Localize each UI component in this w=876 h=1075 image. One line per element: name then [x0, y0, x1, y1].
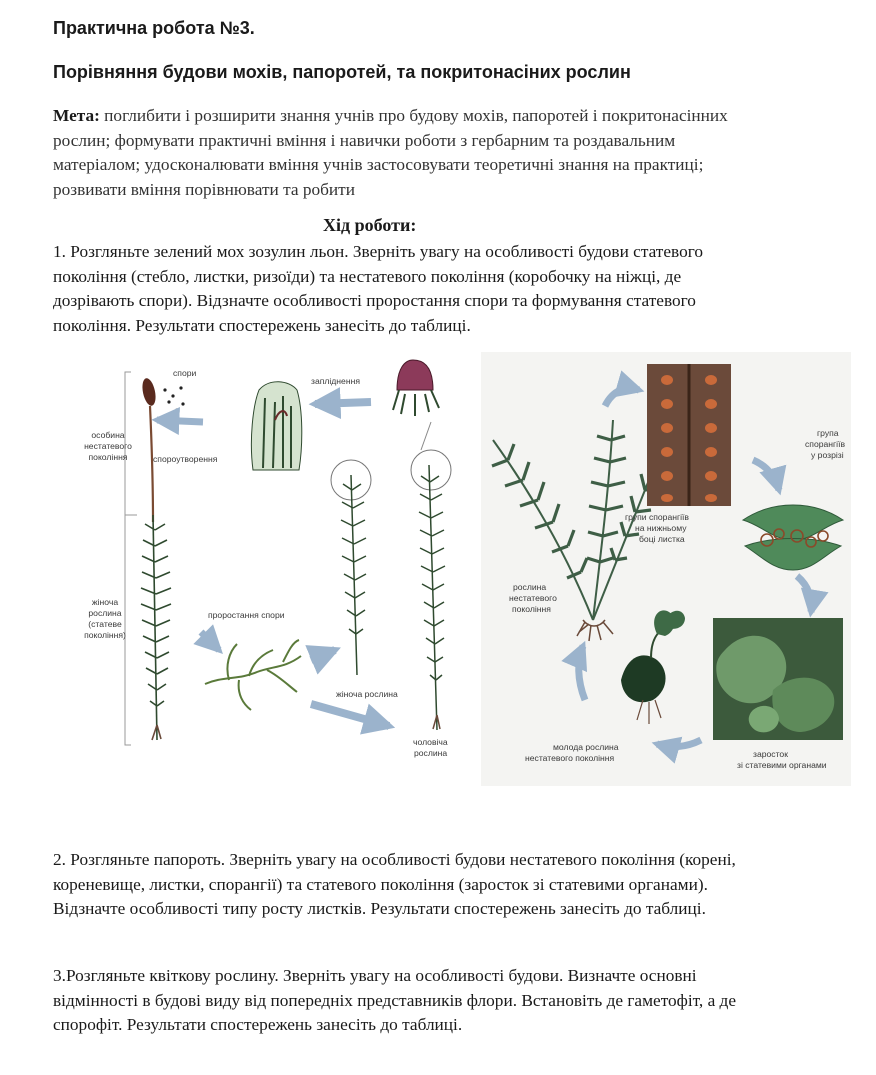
step-1-line: дозрівають спори). Відзначте особливості проростання спори та формування статевого [53, 291, 696, 310]
female-plant-sexual-label: жіноча [91, 597, 119, 607]
svg-text:нестатевого: нестатевого [84, 441, 132, 451]
svg-text:покоління: покоління [512, 604, 551, 614]
svg-text:рослина: рослина [88, 608, 122, 618]
step-3-line: відмінності в будові виду від попередніх представників флори. Встановіть де гаметофіт, а де [53, 990, 737, 1010]
goal-line: рослин; формувати практичні вміння і навички роботи з гербарним та роздавальним [53, 130, 676, 150]
prothallus-label: заросток [753, 749, 788, 759]
svg-text:покоління): покоління) [84, 630, 126, 640]
generation-bracket [125, 372, 131, 745]
moss-male-plant [411, 450, 451, 730]
svg-text:на нижньому: на нижньому [635, 523, 687, 533]
leaf-underside-sori [647, 364, 731, 506]
step-1-line: покоління (стебло, листки, ризоїди) та нестатевого покоління (коробочку на ніжці, де [53, 266, 682, 286]
sporangia-underside-label: групи спорангіїв [625, 512, 689, 522]
spore-germination-label: проростання спори [208, 610, 285, 620]
arrow [315, 402, 371, 404]
page-title: Практична робота №3. [53, 18, 255, 38]
asexual-gen-label: особина [91, 430, 125, 440]
spores-dots [163, 386, 184, 411]
fertilization-closeup [251, 382, 301, 470]
svg-text:у розрізі: у розрізі [811, 450, 844, 460]
protonema [205, 640, 301, 710]
step-3-line: спорофіт. Результати спостережень занесіть до таблиці. [53, 1015, 463, 1034]
arrow [311, 650, 335, 660]
moss-sporophyte [140, 377, 158, 522]
svg-text:(статеве: (статеве [88, 619, 122, 629]
step-1-line: 1. Розгляньте зелений мох зозулин льон. Зверніть увагу на особливості будови статевого [53, 242, 704, 261]
fern-life-cycle [481, 352, 851, 786]
arrow [157, 420, 203, 422]
goal-paragraph [53, 104, 853, 202]
life-cycle-figure [53, 350, 853, 790]
step-3-paragraph [53, 964, 865, 1038]
step-1-paragraph [53, 240, 853, 338]
asexual-plant-label: рослина [513, 582, 547, 592]
prothallus-image [713, 618, 843, 740]
male-plant-label: чоловіча [413, 737, 448, 747]
svg-text:нестатевого покоління: нестатевого покоління [525, 753, 615, 763]
step-2-line: 2. Розгляньте папороть. Зверніть увагу на особливості будови нестатевого покоління (корені, [53, 850, 736, 869]
spores-label: спори [173, 368, 197, 378]
goal-line: Мета: поглибити і розширити знання учнів про будову мохів, папоротей і покритонасінних [53, 106, 728, 125]
goal-line: розвивати вміння порівнювати та робити [53, 179, 355, 199]
goal-line: матеріалом; удосконалювати вміння учнів застосовувати теоретичні знання на практиці; [53, 155, 704, 174]
young-plant-label: молода рослина [553, 742, 619, 752]
arrow [201, 632, 219, 650]
svg-text:боці листка: боці листка [639, 534, 685, 544]
step-3-line: 3.Розгляньте квіткову рослину. Зверніть увагу на особливості будови. Визначте основні [53, 966, 697, 985]
step-2-line: Відзначте особливості типу росту листків. Результати спостережень занесіть до таблиці. [53, 899, 706, 918]
step-2-line: кореневище, листки, спорангії) та статевого покоління (заросток зі статевими органами). [53, 874, 708, 894]
fertilization-label: запліднення [311, 376, 360, 386]
svg-text:нестатевого: нестатевого [509, 593, 557, 603]
moss-female-plant-tall [141, 515, 171, 740]
step-1-line: покоління. Результати спостережень занесіть до таблиці. [53, 315, 471, 335]
svg-text:покоління: покоління [88, 452, 128, 462]
female-tip-closeup [393, 360, 439, 416]
svg-text:рослина: рослина [414, 748, 448, 758]
svg-text:зі статевими органами: зі статевими органами [737, 760, 827, 770]
svg-text:спорангіїв: спорангіїв [805, 439, 846, 449]
sporangia-section-label: група [817, 428, 839, 438]
arrow [311, 704, 389, 726]
page-subtitle: Порівняння будови мохів, папоротей, та покритонасіних рослин [53, 62, 631, 82]
sporulation-label: спороутворення [153, 454, 218, 464]
step-2-paragraph [53, 848, 865, 922]
moss-life-cycle [84, 360, 451, 758]
procedure-heading: Хід роботи: [323, 215, 417, 235]
female-plant-label: жіноча рослина [336, 689, 398, 699]
moss-female-plant-small [331, 460, 371, 675]
goal-label: Мета: [53, 106, 100, 125]
